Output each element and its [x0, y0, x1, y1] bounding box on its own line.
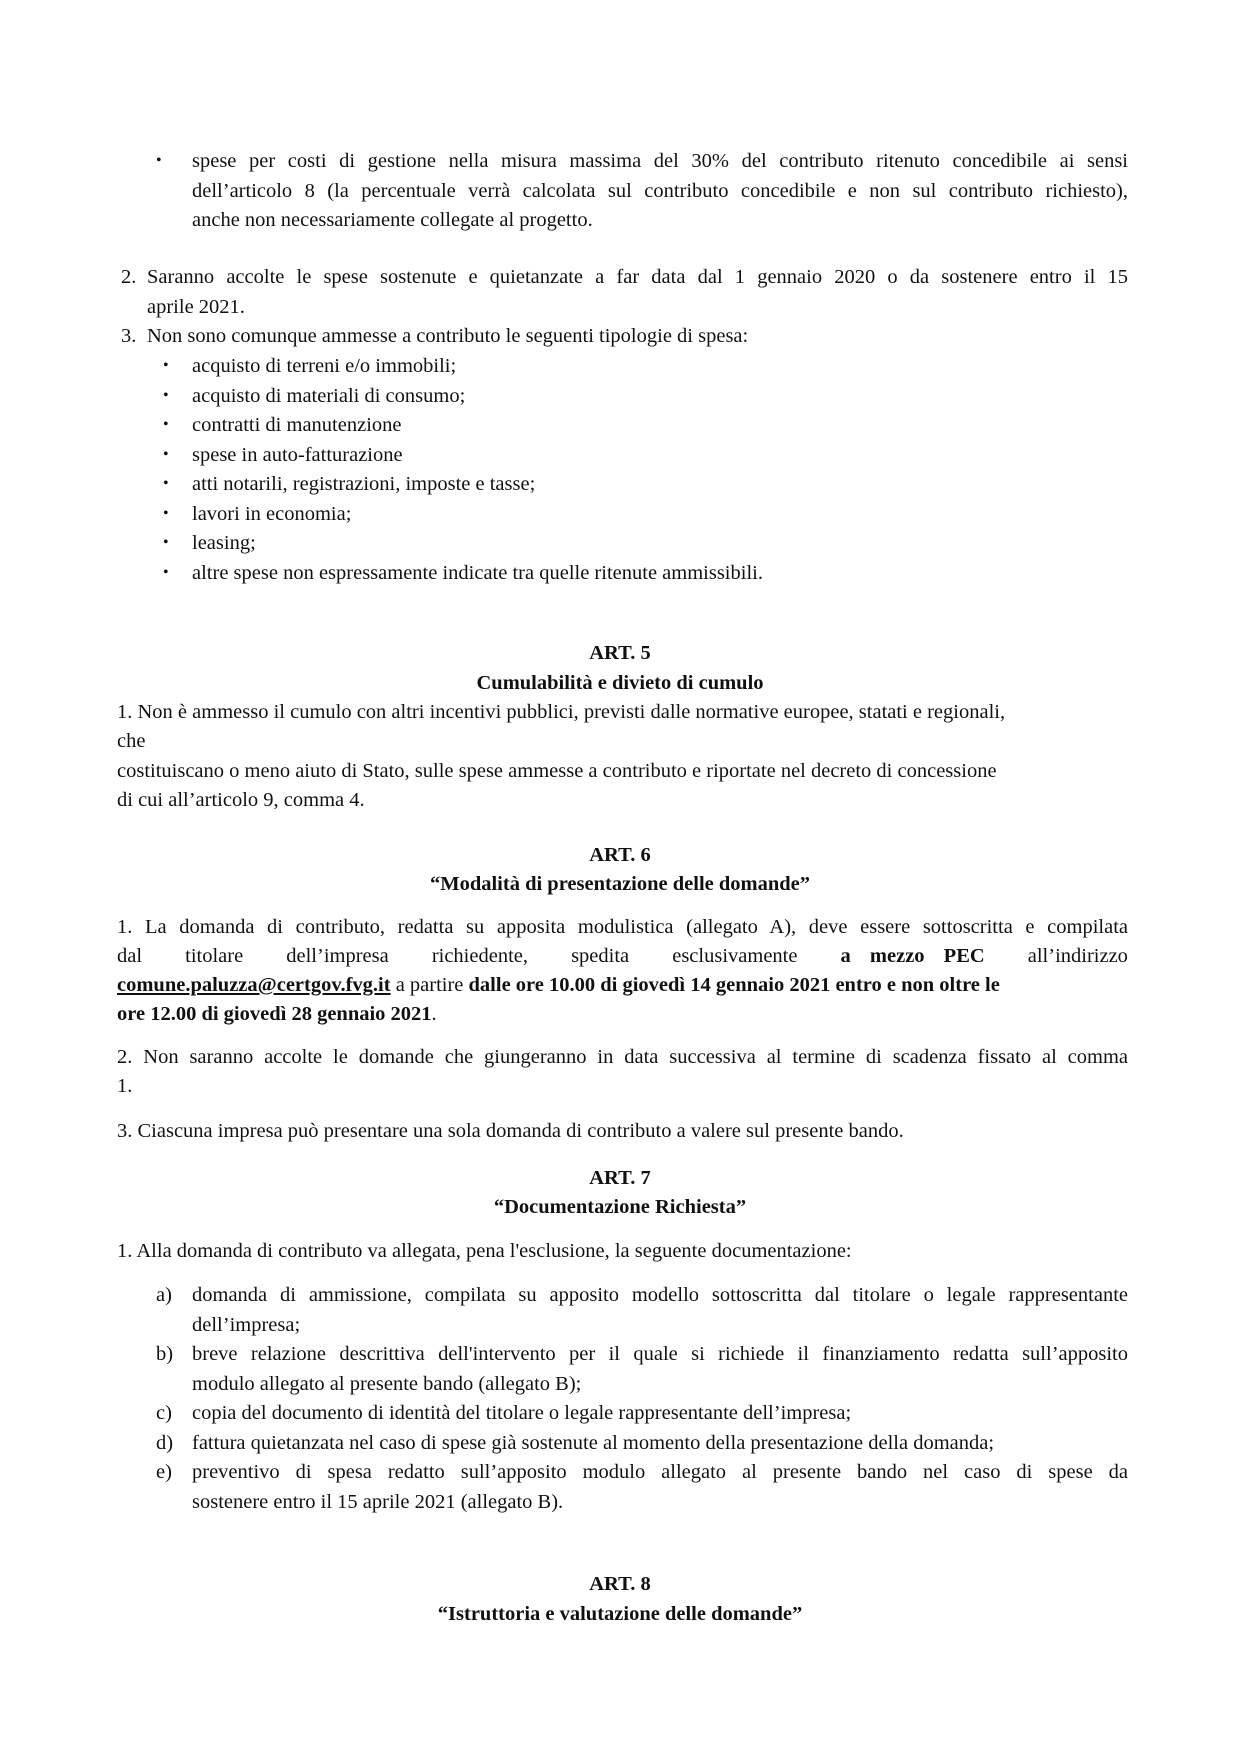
document-item-label: d): [156, 1431, 174, 1454]
excluded-expense-item: spese in auto-fatturazione: [192, 443, 403, 466]
excluded-expense-item: contratti di manutenzione: [192, 414, 402, 436]
word: esclusivamente: [672, 945, 798, 967]
art6-p1-line-4: [117, 999, 437, 1029]
bullet-icon: •: [163, 445, 169, 463]
art8-heading: ART. 8: [589, 1573, 651, 1595]
art6-heading: ART. 6: [589, 844, 651, 866]
word: all’indirizzo: [1027, 945, 1128, 967]
bullet-icon: •: [163, 504, 169, 522]
art5-line-2: che: [117, 730, 146, 752]
excluded-expense-item: lavori in economia;: [192, 502, 352, 525]
item-2-number: 2.: [121, 266, 137, 288]
art7-heading: ART. 7: [589, 1167, 651, 1189]
item-2-line-2: aprile 2021.: [147, 296, 245, 318]
document-item-line: fattura quietanzata nel caso di spese già sostenute al momento della presentazione della domanda;: [192, 1431, 995, 1454]
excluded-expense-item: acquisto di materiali di consumo;: [192, 384, 466, 407]
top-bullet-line-1: spese per costi di gestione nella misura massima del 30% del contributo ritenuto concedibile ai sensi: [192, 150, 1128, 172]
word: dell’impresa: [286, 945, 389, 967]
art6-p1-line-2: [117, 941, 1128, 971]
document-item-line: breve relazione descrittiva dell'intervento per il quale si richiede il finanziamento redatta sull’apposito: [192, 1343, 1128, 1365]
text: .: [431, 1003, 437, 1025]
document-item-label: e): [156, 1461, 172, 1483]
word: spedita: [571, 945, 630, 967]
art5-line-4: di cui all’articolo 9, comma 4.: [117, 789, 365, 811]
excluded-expense-item: altre spese non espressamente indicate tra quelle ritenute ammissibili.: [192, 561, 763, 584]
document-item-line: dell’impresa;: [192, 1313, 301, 1336]
excluded-expense-item: atti notarili, registrazioni, imposte e tasse;: [192, 473, 536, 495]
art6-p2-line-1: 2. Non saranno accolte le domande che giungeranno in data successiva al termine di scadenza fissato al comma: [117, 1046, 1128, 1068]
art5-line-1: 1. Non è ammesso il cumulo con altri incentivi pubblici, previsti dalle normative europee, statati e regionali,: [117, 701, 1006, 723]
art8-title: “Istruttoria e valutazione delle domande”: [437, 1603, 803, 1625]
art6-title: “Modalità di presentazione delle domande”: [429, 873, 810, 895]
bullet-icon: •: [163, 563, 169, 581]
document-item-line: preventivo di spesa redatto sull’apposito modulo allegato al presente bando nel caso di spese da: [192, 1461, 1128, 1483]
art6-p3: 3. Ciascuna impresa può presentare una sola domanda di contributo a valere sul presente bando.: [117, 1120, 904, 1142]
document-item-label: c): [156, 1402, 172, 1424]
word: richiedente,: [431, 945, 528, 967]
document-item-label: b): [156, 1343, 174, 1365]
bullet-icon: •: [163, 416, 169, 433]
document-item-line: sostenere entro il 15 aprile 2021 (allegato B).: [192, 1490, 564, 1513]
word: titolare: [185, 945, 244, 967]
bullet-icon: •: [163, 475, 169, 492]
document-item-label: a): [156, 1284, 172, 1306]
art5-heading: ART. 5: [589, 642, 651, 664]
item-3-number: 3.: [121, 325, 137, 347]
pec-emphasis: a mezzo PEC: [840, 945, 985, 967]
word: dal: [117, 945, 143, 967]
top-bullet-line-3: anche non necessariamente collegate al progetto.: [192, 209, 593, 231]
top-bullet-line-2: dell’articolo 8 (la percentuale verrà calcolata sul contributo concedibile e non sul contributo richiesto),: [192, 180, 1128, 202]
art5-line-3: costituiscano o meno aiuto di Stato, sulle spese ammesse a contributo e riportate nel decreto di concessione: [117, 760, 997, 782]
pec-email-link[interactable]: comune.paluzza@certgov.fvg.it: [117, 974, 391, 996]
bullet-icon: •: [163, 386, 169, 404]
bullet-icon: •: [156, 152, 162, 169]
art7-intro: 1. Alla domanda di contributo va allegata, pena l'esclusione, la seguente documentazione:: [117, 1240, 852, 1262]
deadline-end: ore 12.00 di giovedì 28 gennaio 2021: [117, 1003, 432, 1025]
item-2-line-1: Saranno accolte le spese sostenute e quietanzate a far data dal 1 gennaio 2020 o da sostenere entro il 15: [147, 266, 1128, 288]
text: a partire: [390, 974, 469, 996]
art6-p1-line-1: 1. La domanda di contributo, redatta su apposita modulistica (allegato A), deve essere sottoscritta e compilata: [117, 916, 1128, 938]
excluded-expense-item: acquisto di terreni e/o immobili;: [192, 355, 457, 377]
document-item-line: copia del documento di identità del titolare o legale rappresentante dell’impresa;: [192, 1402, 852, 1424]
bullet-icon: •: [163, 534, 169, 551]
art7-title: “Documentazione Richiesta”: [493, 1196, 747, 1218]
document-item-line: domanda di ammissione, compilata su apposito modello sottoscritta dal titolare o legale rappresentante: [192, 1284, 1128, 1306]
art6-p2-line-2: 1.: [117, 1075, 133, 1097]
excluded-expense-item: leasing;: [192, 532, 256, 554]
art5-title: Cumulabilità e divieto di cumulo: [476, 672, 764, 694]
deadline-start: dalle ore 10.00 di giovedì 14 gennaio 2021 entro e non oltre le: [468, 974, 1000, 996]
bullet-icon: •: [163, 357, 169, 374]
item-3-text: Non sono comunque ammesse a contributo le seguenti tipologie di spesa:: [147, 325, 749, 347]
art6-p1-line-3: [117, 970, 1000, 1000]
document-item-line: modulo allegato al presente bando (allegato B);: [192, 1372, 582, 1395]
